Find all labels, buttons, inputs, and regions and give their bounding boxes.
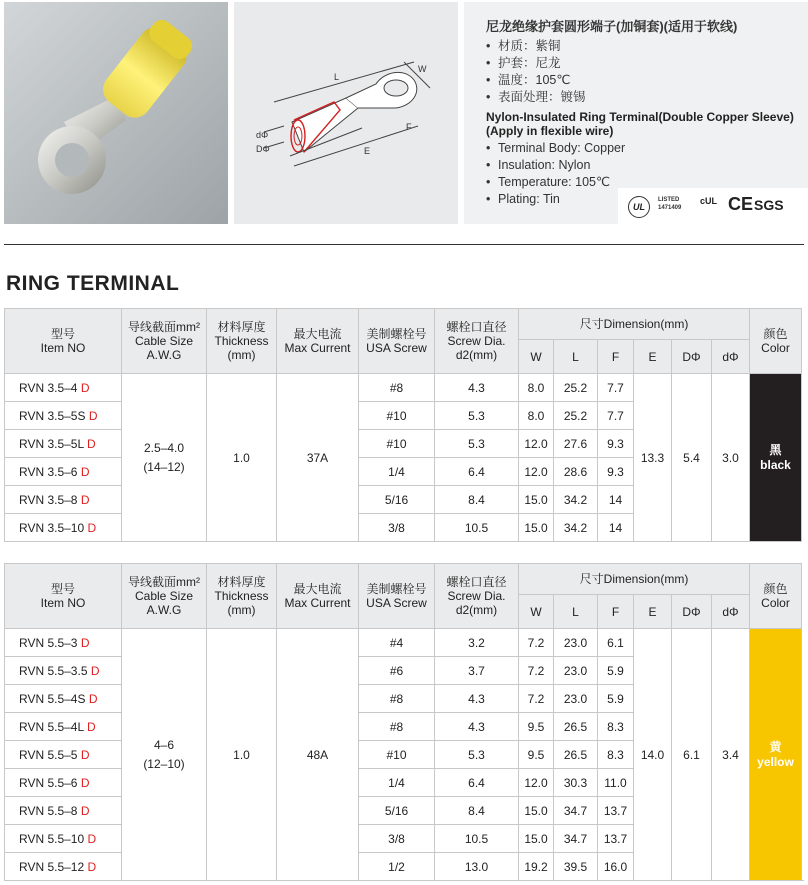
- spec-list-cn: [486, 38, 586, 106]
- diagram-label-f: F: [406, 122, 412, 132]
- screw-dia-cell: 3.7: [435, 657, 519, 685]
- header-dimension: 尺寸Dimension(mm): [519, 309, 750, 340]
- dim-w-cell: 7.2: [519, 657, 554, 685]
- dim-f-cell: 5.9: [598, 685, 634, 713]
- dim-w-cell: 12.0: [519, 430, 554, 458]
- screw-dia-cell: 8.4: [435, 486, 519, 514]
- item-number: RVN 5.5–4S D: [5, 685, 122, 713]
- product-header: [0, 0, 808, 240]
- table-row: [5, 374, 802, 402]
- spec-item-cn: • 材质：紫铜: [486, 38, 586, 55]
- header-dim-d: dΦ: [712, 595, 750, 629]
- dim-l-cell: 27.6: [554, 430, 598, 458]
- dim-small-d-cell: 3.0: [712, 374, 750, 542]
- item-number: RVN 5.5–8 D: [5, 797, 122, 825]
- max-current-cell: 37A: [277, 374, 359, 542]
- thickness-cell: 1.0: [207, 629, 277, 881]
- dim-f-cell: 13.7: [598, 825, 634, 853]
- item-number: RVN 3.5–10 D: [5, 514, 122, 542]
- dim-l-cell: 34.2: [554, 514, 598, 542]
- color-swatch: 黑 black: [750, 374, 802, 542]
- header-dim-w: W: [519, 340, 554, 374]
- usa-screw-cell: #6: [359, 657, 435, 685]
- usa-screw-cell: 3/8: [359, 825, 435, 853]
- header-color: 颜色 Color: [750, 309, 802, 374]
- screw-dia-cell: 5.3: [435, 741, 519, 769]
- dim-big-d-cell: 5.4: [672, 374, 712, 542]
- dim-l-cell: 23.0: [554, 685, 598, 713]
- dim-big-d-cell: 6.1: [672, 629, 712, 881]
- header-usa-screw: 美制螺栓号 USA Screw: [359, 564, 435, 629]
- section-divider: [4, 244, 804, 245]
- item-number: RVN 3.5–5L D: [5, 430, 122, 458]
- item-number: RVN 5.5–12 D: [5, 853, 122, 881]
- ul-logo: UL: [628, 196, 650, 218]
- ce-logo: CE: [728, 194, 754, 214]
- dim-l-cell: 23.0: [554, 657, 598, 685]
- dim-e-cell: 14.0: [634, 629, 672, 881]
- color-swatch: 黄 yellow: [750, 629, 802, 881]
- bottom-rule: [4, 880, 804, 881]
- dim-w-cell: 15.0: [519, 514, 554, 542]
- spec-item-cn: • 温度：105℃: [486, 72, 586, 89]
- header-max-current: 最大电流 Max Current: [277, 309, 359, 374]
- dim-f-cell: 6.1: [598, 629, 634, 657]
- dim-l-cell: 34.2: [554, 486, 598, 514]
- screw-dia-cell: 6.4: [435, 458, 519, 486]
- listed-text: LISTED: [658, 197, 680, 203]
- header-dim-f: F: [598, 595, 634, 629]
- dim-l-cell: 39.5: [554, 853, 598, 881]
- dim-f-cell: 14: [598, 514, 634, 542]
- table-row: [5, 629, 802, 657]
- cable-size-cell: 4–6 (12–10): [122, 629, 207, 881]
- header-color: 颜色 Color: [750, 564, 802, 629]
- item-number: RVN 3.5–6 D: [5, 458, 122, 486]
- dim-f-cell: 13.7: [598, 797, 634, 825]
- header-dim-f: F: [598, 340, 634, 374]
- cul-logo: cUL: [700, 196, 718, 206]
- header-dim-l: L: [554, 340, 598, 374]
- spec-item-en: • Insulation: Nylon: [486, 157, 625, 174]
- diagram-label-e: E: [364, 146, 371, 156]
- usa-screw-cell: 1/4: [359, 769, 435, 797]
- screw-dia-cell: 4.3: [435, 374, 519, 402]
- spec-table-yellow: [4, 563, 802, 881]
- dim-l-cell: 25.2: [554, 402, 598, 430]
- usa-screw-cell: #8: [359, 685, 435, 713]
- screw-dia-cell: 13.0: [435, 853, 519, 881]
- dim-f-cell: 8.3: [598, 741, 634, 769]
- section-heading: RING TERMINAL: [6, 272, 180, 295]
- usa-screw-cell: 1/4: [359, 458, 435, 486]
- item-number: RVN 5.5–3.5 D: [5, 657, 122, 685]
- header-dim-d: DΦ: [672, 340, 712, 374]
- usa-screw-cell: #10: [359, 402, 435, 430]
- dim-f-cell: 7.7: [598, 402, 634, 430]
- header-dim-e: E: [634, 595, 672, 629]
- dim-w-cell: 8.0: [519, 374, 554, 402]
- header-thickness: 材料厚度 Thickness (mm): [207, 564, 277, 629]
- spec-title-cn: 尼龙绝缘护套圆形端子(加铜套)(适用于软线): [486, 19, 738, 34]
- listed-label: [658, 196, 681, 212]
- max-current-cell: 48A: [277, 629, 359, 881]
- dim-f-cell: 14: [598, 486, 634, 514]
- dim-w-cell: 12.0: [519, 769, 554, 797]
- dim-l-cell: 34.7: [554, 825, 598, 853]
- dim-l-cell: 26.5: [554, 713, 598, 741]
- dim-small-d-cell: 3.4: [712, 629, 750, 881]
- spec-title-en: Nylon-Insulated Ring Terminal(Double Copper Sleeve) (Apply in flexible wire): [486, 110, 794, 138]
- dim-w-cell: 9.5: [519, 713, 554, 741]
- diagram-label-d-small: dΦ: [256, 130, 269, 140]
- spec-item-en: • Terminal Body: Copper: [486, 140, 625, 157]
- usa-screw-cell: 1/2: [359, 853, 435, 881]
- dim-l-cell: 25.2: [554, 374, 598, 402]
- dim-f-cell: 7.7: [598, 374, 634, 402]
- spec-table-black: [4, 308, 802, 542]
- dim-f-cell: 9.3: [598, 430, 634, 458]
- diagram-label-d-large: DΦ: [256, 144, 270, 154]
- screw-dia-cell: 5.3: [435, 402, 519, 430]
- usa-screw-cell: #10: [359, 741, 435, 769]
- item-number: RVN 5.5–5 D: [5, 741, 122, 769]
- screw-dia-cell: 3.2: [435, 629, 519, 657]
- sgs-logo: SGS: [754, 197, 784, 213]
- thickness-cell: 1.0: [207, 374, 277, 542]
- diagram-label-w: W: [418, 64, 427, 74]
- usa-screw-cell: 5/16: [359, 797, 435, 825]
- header-cable-size: 导线截面mm² Cable Size A.W.G: [122, 309, 207, 374]
- dim-f-cell: 16.0: [598, 853, 634, 881]
- product-photo: [4, 2, 228, 224]
- header-item: 型号 Item NO: [5, 309, 122, 374]
- usa-screw-cell: #10: [359, 430, 435, 458]
- header-dim-w: W: [519, 595, 554, 629]
- spec-item-en: • Plating: Tin: [486, 191, 625, 208]
- dim-l-cell: 34.7: [554, 797, 598, 825]
- dim-w-cell: 15.0: [519, 825, 554, 853]
- listed-number: 1471409: [658, 205, 682, 211]
- usa-screw-cell: 5/16: [359, 486, 435, 514]
- header-dim-e: E: [634, 340, 672, 374]
- header-dim-d: DΦ: [672, 595, 712, 629]
- dim-l-cell: 28.6: [554, 458, 598, 486]
- dim-w-cell: 7.2: [519, 629, 554, 657]
- header-screw-dia: 螺栓口直径 Screw Dia. d2(mm): [435, 564, 519, 629]
- dim-w-cell: 19.2: [519, 853, 554, 881]
- usa-screw-cell: #4: [359, 629, 435, 657]
- dim-w-cell: 15.0: [519, 797, 554, 825]
- spec-item-en: • Temperature: 105℃: [486, 174, 625, 191]
- screw-dia-cell: 4.3: [435, 713, 519, 741]
- dim-f-cell: 5.9: [598, 657, 634, 685]
- dim-w-cell: 9.5: [519, 741, 554, 769]
- usa-screw-cell: #8: [359, 374, 435, 402]
- screw-dia-cell: 10.5: [435, 825, 519, 853]
- dim-f-cell: 8.3: [598, 713, 634, 741]
- screw-dia-cell: 10.5: [435, 514, 519, 542]
- dim-w-cell: 15.0: [519, 486, 554, 514]
- item-number: RVN 5.5–3 D: [5, 629, 122, 657]
- header-dim-d: dΦ: [712, 340, 750, 374]
- header-thickness: 材料厚度 Thickness (mm): [207, 309, 277, 374]
- usa-screw-cell: 3/8: [359, 514, 435, 542]
- diagram-label-l: L: [334, 72, 340, 82]
- item-number: RVN 5.5–10 D: [5, 825, 122, 853]
- item-number: RVN 3.5–4 D: [5, 374, 122, 402]
- item-number: RVN 5.5–4L D: [5, 713, 122, 741]
- header-item: 型号 Item NO: [5, 564, 122, 629]
- spec-item-cn: • 护套：尼龙: [486, 55, 586, 72]
- screw-dia-cell: 8.4: [435, 797, 519, 825]
- certification-logos: [618, 188, 808, 224]
- dim-w-cell: 12.0: [519, 458, 554, 486]
- header-max-current: 最大电流 Max Current: [277, 564, 359, 629]
- item-number: RVN 3.5–8 D: [5, 486, 122, 514]
- dim-w-cell: 7.2: [519, 685, 554, 713]
- header-usa-screw: 美制螺栓号 USA Screw: [359, 309, 435, 374]
- dim-e-cell: 13.3: [634, 374, 672, 542]
- spec-item-cn: • 表面处理：镀锡: [486, 89, 586, 106]
- spec-list-en: [486, 140, 625, 208]
- screw-dia-cell: 4.3: [435, 685, 519, 713]
- item-number: RVN 3.5–5S D: [5, 402, 122, 430]
- dim-l-cell: 26.5: [554, 741, 598, 769]
- dim-l-cell: 30.3: [554, 769, 598, 797]
- usa-screw-cell: #8: [359, 713, 435, 741]
- header-dimension: 尺寸Dimension(mm): [519, 564, 750, 595]
- dim-f-cell: 9.3: [598, 458, 634, 486]
- dim-w-cell: 8.0: [519, 402, 554, 430]
- header-dim-l: L: [554, 595, 598, 629]
- screw-dia-cell: 6.4: [435, 769, 519, 797]
- header-screw-dia: 螺栓口直径 Screw Dia. d2(mm): [435, 309, 519, 374]
- item-number: RVN 5.5–6 D: [5, 769, 122, 797]
- dim-f-cell: 11.0: [598, 769, 634, 797]
- dimension-diagram: [234, 2, 458, 224]
- dim-l-cell: 23.0: [554, 629, 598, 657]
- header-cable-size: 导线截面mm² Cable Size A.W.G: [122, 564, 207, 629]
- screw-dia-cell: 5.3: [435, 430, 519, 458]
- cable-size-cell: 2.5–4.0 (14–12): [122, 374, 207, 542]
